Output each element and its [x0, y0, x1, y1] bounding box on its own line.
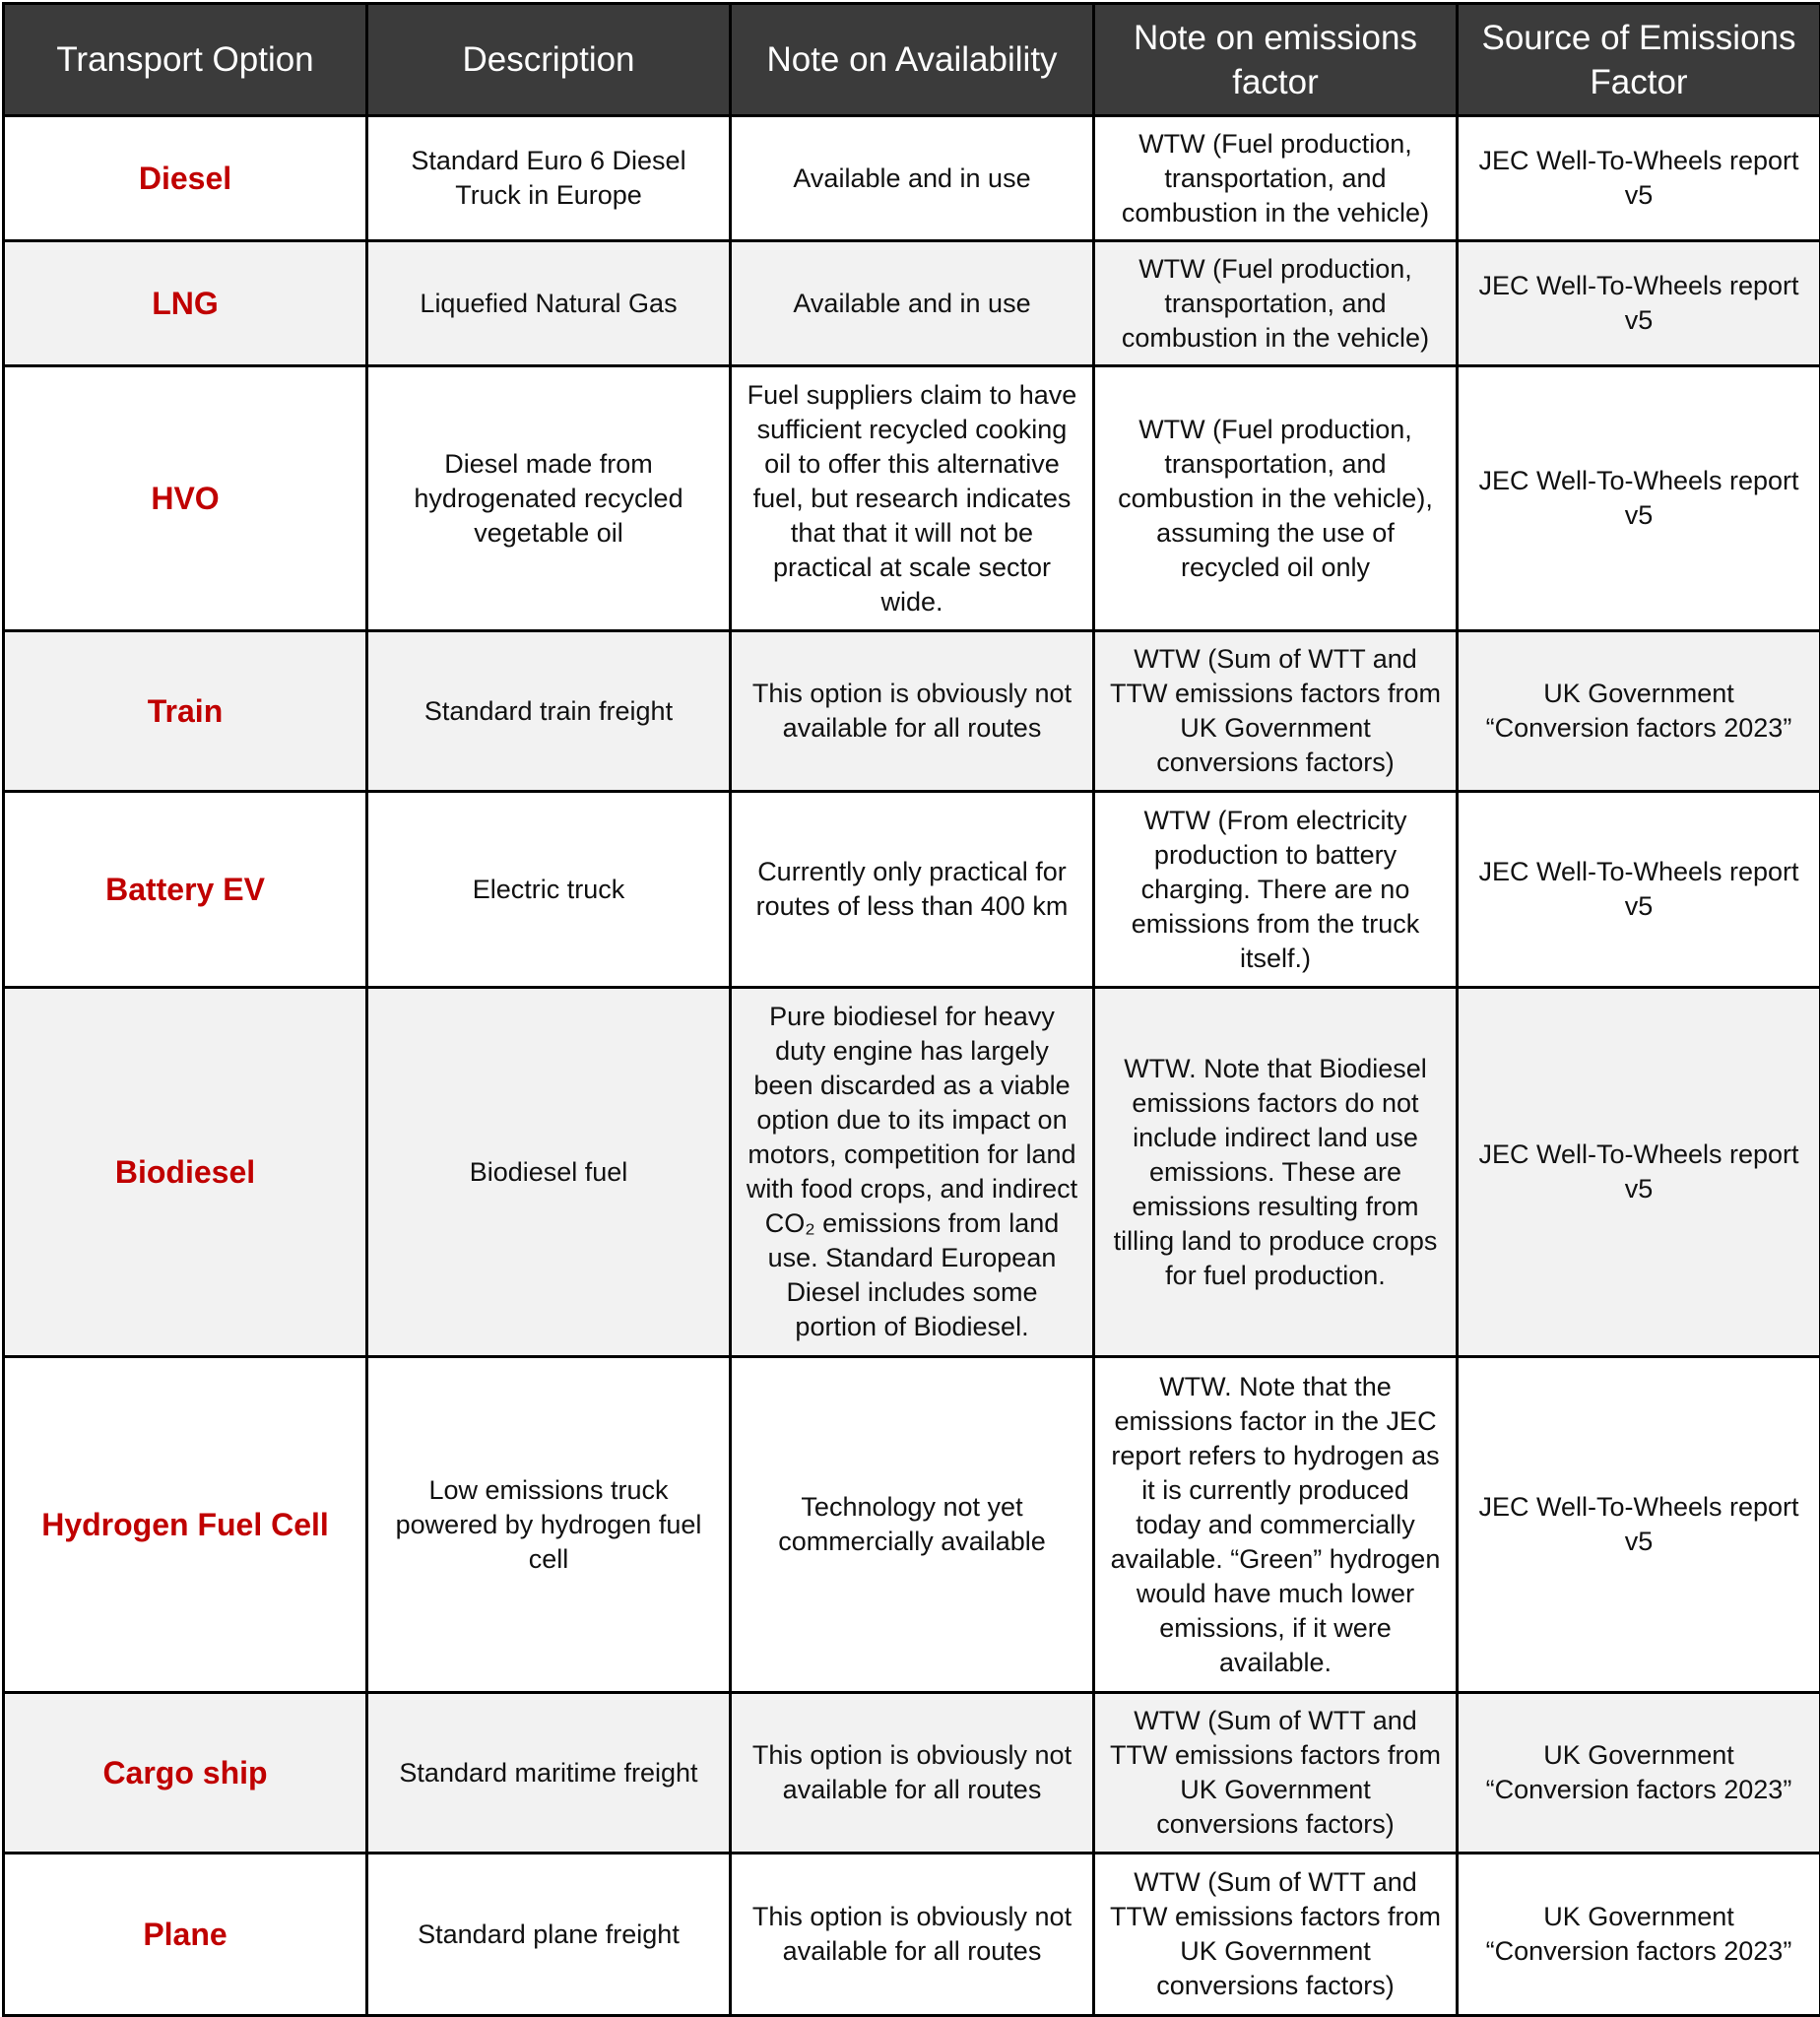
transport-option-cell: Hydrogen Fuel Cell [4, 1357, 367, 1693]
description-cell: Biodiesel fuel [367, 988, 731, 1357]
source-cell: JEC Well-To-Wheels report v5 [1458, 116, 1820, 241]
source-cell: UK Government “Conversion factors 2023” [1458, 1854, 1820, 2016]
transport-option-cell: Biodiesel [4, 988, 367, 1357]
description-cell: Diesel made from hydrogenated recycled vegetable oil [367, 366, 731, 631]
source-cell: JEC Well-To-Wheels report v5 [1458, 792, 1820, 988]
source-cell: JEC Well-To-Wheels report v5 [1458, 1357, 1820, 1693]
table-row [4, 116, 1820, 241]
header-availability-note: Note on Availability [731, 4, 1094, 116]
transport-option-cell: HVO [4, 366, 367, 631]
transport-option-cell: LNG [4, 241, 367, 366]
source-cell: JEC Well-To-Wheels report v5 [1458, 988, 1820, 1357]
emissions-note-cell: WTW (Fuel production, transportation, and combustion in the vehicle) [1094, 241, 1458, 366]
description-cell: Low emissions truck powered by hydrogen fuel cell [367, 1357, 731, 1693]
availability-cell: This option is obviously not available for all routes [731, 1693, 1094, 1854]
emissions-note-cell: WTW (Sum of WTT and TTW emissions factors from UK Government conversions factors) [1094, 1854, 1458, 2016]
description-cell: Standard Euro 6 Diesel Truck in Europe [367, 116, 731, 241]
availability-cell: Technology not yet commercially available [731, 1357, 1094, 1693]
source-cell: JEC Well-To-Wheels report v5 [1458, 366, 1820, 631]
emissions-note-cell: WTW (From electricity production to battery charging. There are no emissions from the truck itself.) [1094, 792, 1458, 988]
source-cell: UK Government “Conversion factors 2023” [1458, 631, 1820, 792]
availability-cell: Fuel suppliers claim to have sufficient recycled cooking oil to offer this alternative fuel, but research indicates that that it will not be practical at scale sector wide. [731, 366, 1094, 631]
table-row [4, 988, 1820, 1357]
transport-option-cell: Train [4, 631, 367, 792]
emissions-note-cell: WTW (Fuel production, transportation, and combustion in the vehicle), assuming the use of recycled oil only [1094, 366, 1458, 631]
availability-cell: Available and in use [731, 241, 1094, 366]
availability-cell: Currently only practical for routes of less than 400 km [731, 792, 1094, 988]
table-row [4, 366, 1820, 631]
table-row [4, 1693, 1820, 1854]
transport-option-cell: Battery EV [4, 792, 367, 988]
transport-options-table [2, 2, 1820, 2017]
emissions-note-cell: WTW (Sum of WTT and TTW emissions factors from UK Government conversions factors) [1094, 631, 1458, 792]
transport-option-cell: Diesel [4, 116, 367, 241]
availability-cell: Available and in use [731, 116, 1094, 241]
transport-option-cell: Plane [4, 1854, 367, 2016]
header-description: Description [367, 4, 731, 116]
description-cell: Electric truck [367, 792, 731, 988]
availability-cell: Pure biodiesel for heavy duty engine has largely been discarded as a viable option due to its impact on motors, competition for land with food crops, and indirect CO₂ emissions from land use. Standard European Diesel includes some portion of Biodiesel. [731, 988, 1094, 1357]
description-cell: Liquefied Natural Gas [367, 241, 731, 366]
description-cell: Standard maritime freight [367, 1693, 731, 1854]
header-transport-option: Transport Option [4, 4, 367, 116]
header-emissions-note: Note on emissions factor [1094, 4, 1458, 116]
table-row [4, 792, 1820, 988]
transport-option-cell: Cargo ship [4, 1693, 367, 1854]
table-row [4, 1357, 1820, 1693]
header-row [4, 4, 1820, 116]
description-cell: Standard train freight [367, 631, 731, 792]
emissions-note-cell: WTW. Note that Biodiesel emissions factors do not include indirect land use emissions. These are emissions resulting from tilling land to produce crops for fuel production. [1094, 988, 1458, 1357]
description-cell: Standard plane freight [367, 1854, 731, 2016]
source-cell: UK Government “Conversion factors 2023” [1458, 1693, 1820, 1854]
emissions-note-cell: WTW (Fuel production, transportation, and combustion in the vehicle) [1094, 116, 1458, 241]
table-row [4, 241, 1820, 366]
source-cell: JEC Well-To-Wheels report v5 [1458, 241, 1820, 366]
table-row [4, 631, 1820, 792]
availability-cell: This option is obviously not available for all routes [731, 1854, 1094, 2016]
table-row [4, 1854, 1820, 2016]
emissions-note-cell: WTW. Note that the emissions factor in the JEC report refers to hydrogen as it is currently produced today and commercially available. “Green” hydrogen would have much lower emissions, if it were available. [1094, 1357, 1458, 1693]
emissions-note-cell: WTW (Sum of WTT and TTW emissions factors from UK Government conversions factors) [1094, 1693, 1458, 1854]
availability-cell: This option is obviously not available for all routes [731, 631, 1094, 792]
header-emissions-source: Source of Emissions Factor [1458, 4, 1820, 116]
